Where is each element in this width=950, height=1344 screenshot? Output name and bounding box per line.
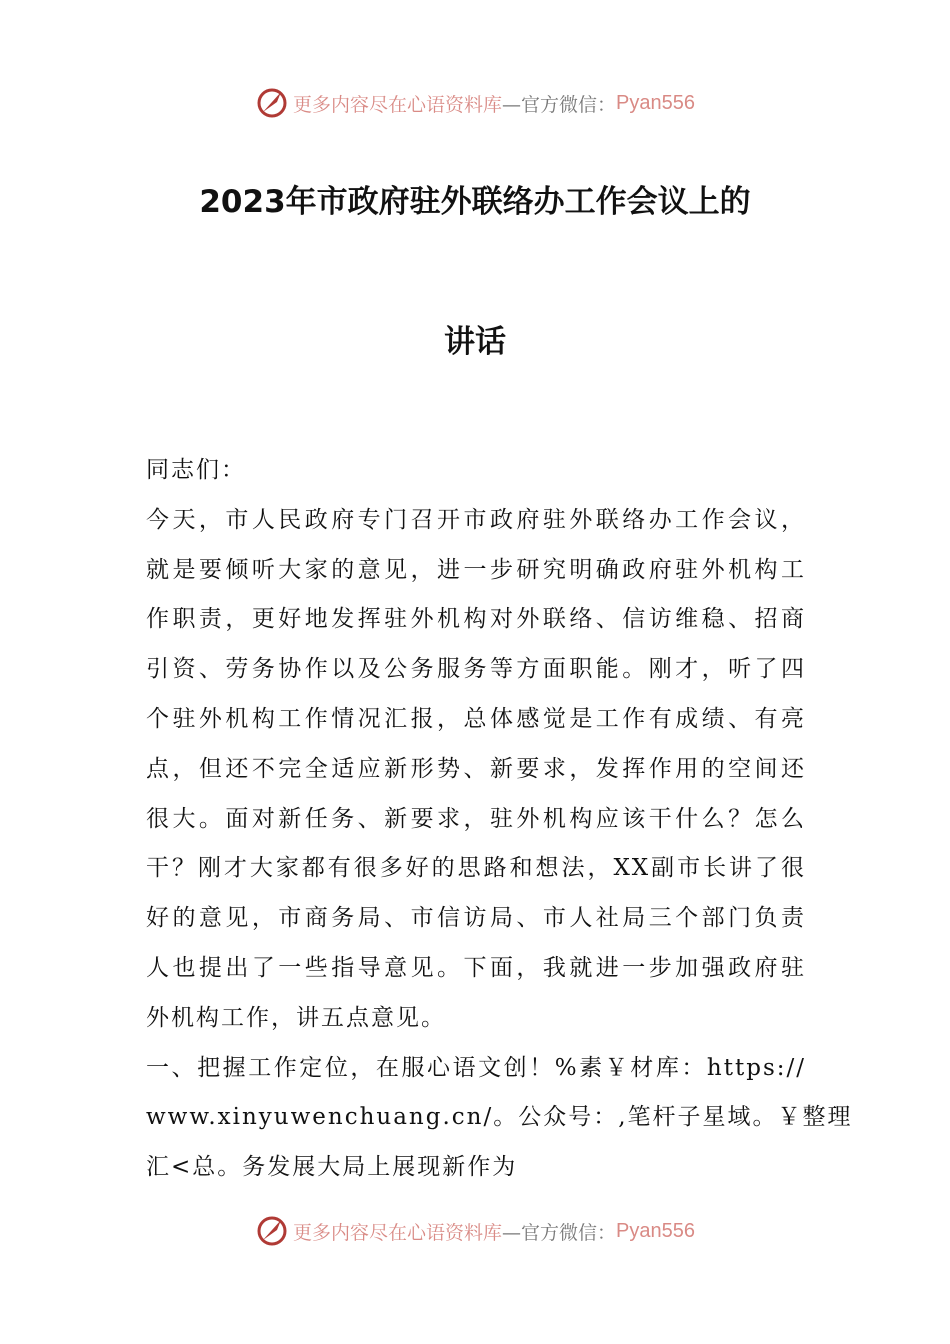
document-title: 2023年市政府驻外联络办工作会议上的 bbox=[199, 184, 751, 220]
text-line: 同志们： bbox=[146, 457, 246, 483]
document-title-cont: 讲话 bbox=[444, 324, 506, 360]
document-body bbox=[146, 446, 853, 1193]
text-line: 汇<总。务发展大局上展现新作为 bbox=[146, 1154, 518, 1181]
text-line: 引资、劳务协作以及公务服务等方面职能。刚才，听了四 bbox=[146, 656, 806, 683]
banner-text: 更多内容尽在心语资料库 bbox=[293, 1221, 503, 1244]
header-watermark-banner bbox=[0, 83, 950, 123]
text-line: 外机构工作，讲五点意见。 bbox=[146, 1004, 446, 1031]
text-line: 个驻外机构工作情况汇报，总体感觉是工作有成绩、有亮 bbox=[146, 705, 806, 732]
text-line: 今天，市人民政府专门召开市政府驻外联络办工作会议， bbox=[146, 506, 806, 533]
text-line: 好的意见，市商务局、市信访局、市人社局三个部门负责 bbox=[146, 905, 806, 932]
text-line: 一、把握工作定位，在服心语文创！%素￥材库：https:// bbox=[146, 1054, 806, 1081]
text-line: 就是要倾听大家的意见，进一步研究明确政府驻外机构工 bbox=[146, 556, 806, 583]
text-line: 人也提出了一些指导意见。下面，我就进一步加强政府驻 bbox=[146, 954, 806, 981]
text-line: 作职责，更好地发挥驻外机构对外联络、信访维稳、招商 bbox=[146, 606, 806, 633]
banner-account: Pyan556 bbox=[616, 1219, 695, 1242]
banner-separator: —官方微信： bbox=[502, 1221, 617, 1244]
text-line: 点，但还不完全适应新形势、新要求，发挥作用的空间还 bbox=[146, 755, 806, 782]
text-line: 干？刚才大家都有很多好的思路和想法，XX副市长讲了很 bbox=[146, 855, 806, 882]
quill-logo-icon bbox=[255, 86, 289, 120]
banner-separator: —官方微信： bbox=[502, 93, 617, 116]
quill-logo-icon bbox=[255, 1214, 289, 1248]
text-line: 很大。面对新任务、新要求，驻外机构应该干什么？怎么 bbox=[146, 805, 806, 832]
banner-text: 更多内容尽在心语资料库 bbox=[293, 93, 503, 116]
text-line: www.xinyuwenchuang.cn/。公众号：,笔杆子星域。￥整理 bbox=[146, 1104, 853, 1131]
banner-account: Pyan556 bbox=[616, 91, 695, 114]
footer-watermark-banner bbox=[0, 1211, 950, 1251]
